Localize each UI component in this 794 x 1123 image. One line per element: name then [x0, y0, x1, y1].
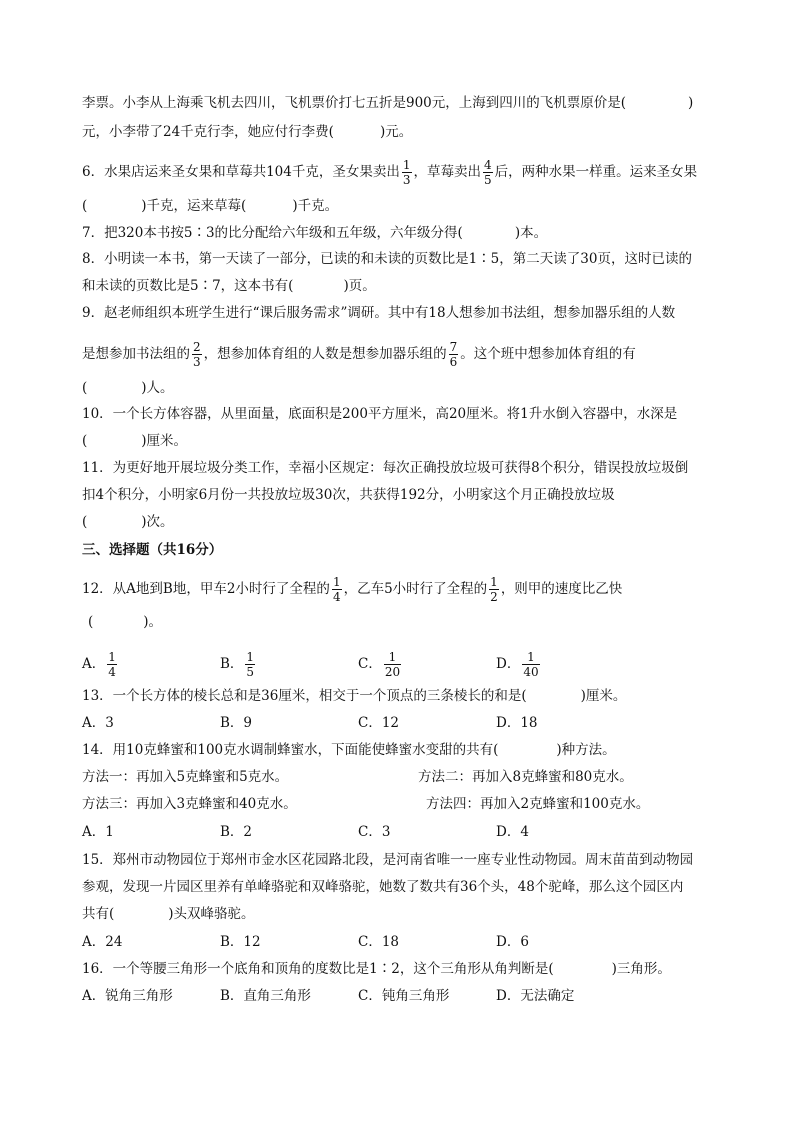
q12-opt-c-numerator: 1 — [384, 650, 401, 665]
q9-f2-numerator: 7 — [449, 340, 458, 354]
q14-option-b[interactable]: B．2 — [220, 824, 253, 840]
q7-line — [82, 223, 547, 243]
q12-option-a[interactable] — [82, 650, 119, 679]
q11-text-1: 11．为更好地开展垃圾分类工作，幸福小区规定：每次正确投放垃圾可获得8个积分，错误投放垃圾倒 — [82, 460, 689, 476]
q14-method-2: 方法二：再加入8克蜂蜜和80克水。 — [418, 769, 633, 785]
q12-opt-a-numerator: 1 — [108, 650, 116, 664]
q12-text-c: ，则甲的速度比乙快 — [500, 581, 623, 597]
q12-opt-d-denominator: 40 — [523, 665, 539, 679]
section-3-heading: 三、选择题（共16分） — [82, 542, 223, 558]
q12-fraction-1 — [332, 575, 342, 604]
q14-text-b: )种方法。 — [556, 742, 616, 758]
q8-text-2b: )页。 — [343, 278, 376, 294]
q15-text-3a: 共有( — [82, 906, 115, 922]
q12-f2-denominator: 2 — [490, 590, 498, 604]
q6-line-1 — [82, 158, 697, 187]
q11-line-1 — [82, 458, 688, 478]
q15-option-b[interactable]: B．12 — [220, 934, 261, 950]
q6-text-2c: )千克。 — [292, 198, 339, 214]
q14-option-a[interactable]: A．1 — [82, 824, 114, 840]
q5-text-1-end: ) — [688, 95, 694, 111]
q8-text-1: 8．小明读一本书，第一天读了一部分，已读的和未读的页数比是1∶5，第二天读了30页，这时已读的 — [82, 251, 692, 267]
q9-fraction-1 — [192, 340, 202, 369]
q6-text-c: 后，两种水果一样重。运来圣女果 — [494, 164, 698, 180]
q10-text-1: 10．一个长方体容器，从里面量，底面积是200平方厘米，高20厘米。将1升水倒入容器中，水深是 — [82, 406, 678, 422]
q13-text-b: )厘米。 — [580, 688, 627, 704]
q11-text-2: 扣4个积分，小明家6月份一共投放垃圾30次，共获得192分，小明家这个月正确投放垃圾 — [82, 487, 615, 503]
q9-fraction-2 — [449, 340, 459, 369]
q15-option-a[interactable]: A．24 — [82, 934, 123, 950]
q12-opt-c-denominator: 20 — [384, 665, 401, 679]
q7-text-b: )本。 — [514, 225, 548, 241]
q12-option-d-fraction — [522, 650, 539, 679]
q9-text-3a: ( — [82, 380, 88, 396]
q12-option-c-fraction — [384, 650, 401, 679]
q12-option-c[interactable] — [358, 650, 403, 679]
q12-line-2 — [88, 612, 162, 632]
q12-option-d-label: D． — [496, 656, 521, 672]
q13-text-a: 13．一个长方体的棱长总和是36厘米，相交于一个顶点的三条棱长的和是( — [82, 688, 527, 704]
q12-option-a-fraction — [107, 650, 117, 679]
q12-opt-b-denominator: 5 — [246, 665, 255, 679]
q15-text-1: 15．郑州市动物园位于郑州市金水区花园路北段，是河南省唯一一座专业性动物园。周末苗苗到动物园 — [82, 852, 694, 868]
q16-text-b: )三角形。 — [611, 961, 671, 977]
q6-f2-denominator: 5 — [484, 173, 492, 187]
q5-text-2-end: )元。 — [379, 124, 413, 140]
q12-option-a-label: A． — [82, 656, 106, 672]
q15-text-3b: )头双峰骆驼。 — [168, 906, 255, 922]
q9-f1-denominator: 3 — [193, 355, 201, 369]
q11-text-3a: ( — [82, 514, 88, 530]
q14-method-1: 方法一：再加入5克蜂蜜和5克水。 — [82, 769, 289, 785]
q15-line-3 — [82, 904, 255, 924]
q11-line-2 — [82, 485, 615, 505]
q15-line-1 — [82, 850, 693, 870]
q12-line-1 — [82, 575, 622, 604]
q16-option-b[interactable]: B．直角三角形 — [220, 988, 311, 1004]
q6-line-2 — [82, 196, 338, 216]
q5-text-2: 元，小李带了24千克行李，她应付行李费( — [82, 124, 334, 140]
q10-text-2a: ( — [82, 433, 88, 449]
q12-f1-numerator: 1 — [332, 575, 341, 589]
q8-line-1 — [82, 249, 692, 269]
q13-option-b[interactable]: B．9 — [220, 715, 253, 731]
q14-method-4: 方法四：再加入2克蜂蜜和100克水。 — [426, 796, 650, 812]
q12-option-c-label: C． — [358, 656, 382, 672]
q16-line — [82, 959, 671, 979]
q5-line-2 — [82, 122, 412, 142]
q14-text-a: 14．用10克蜂蜜和100克水调制蜂蜜水，下面能使蜂蜜水变甜的共有( — [82, 742, 499, 758]
q13-option-c[interactable]: C．12 — [358, 715, 400, 731]
q12-opt-d-numerator: 1 — [522, 650, 539, 665]
q5-text-1: 李票。小李从上海乘飞机去四川，飞机票价打七五折是900元，上海到四川的飞机票原价是( — [82, 95, 627, 111]
q11-text-3b: )次。 — [141, 514, 174, 530]
q11-line-3 — [82, 512, 174, 532]
q12-f2-numerator: 1 — [490, 575, 498, 589]
q9-text-1: 9．赵老师组织本班学生进行“课后服务需求”调研。其中有18人想参加书法组，想参加器乐组的人数 — [82, 305, 676, 321]
q14-option-c[interactable]: C．3 — [358, 824, 391, 840]
q12-fraction-2 — [489, 575, 499, 604]
q6-text-a: 6．水果店运来圣女果和草莓共104千克，圣女果卖出 — [82, 164, 400, 180]
q9-line-1 — [82, 303, 675, 323]
q14-line — [82, 740, 616, 760]
q9-text-2b: ，想参加体育组的人数是想参加器乐组的 — [203, 346, 447, 362]
q12-option-b-label: B． — [220, 656, 244, 672]
q16-option-c[interactable]: C．钝角三角形 — [358, 988, 450, 1004]
q15-text-2: 参观，发现一片园区里养有单峰骆驼和双峰骆驼，她数了数共有36个头，48个驼峰，那么这个园区内 — [82, 879, 684, 895]
q6-f2-numerator: 4 — [484, 158, 492, 172]
q6-f1-numerator: 1 — [402, 158, 411, 172]
q9-text-2a: 是想参加书法组的 — [82, 346, 190, 362]
q6-f1-denominator: 3 — [402, 173, 411, 187]
q12-f1-denominator: 4 — [332, 590, 341, 604]
q10-line-1 — [82, 404, 677, 424]
q6-text-2a: ( — [82, 198, 88, 214]
q6-fraction-2 — [483, 158, 493, 187]
q16-option-a[interactable]: A．锐角三角形 — [82, 988, 173, 1004]
q9-line-2 — [82, 340, 636, 369]
q15-line-2 — [82, 877, 683, 897]
q8-text-2a: 和未读的页数比是5∶7，这本书有( — [82, 278, 294, 294]
q9-text-2c: 。这个班中想参加体育组的有 — [460, 346, 636, 362]
q7-text-a: 7．把320本书按5∶3的比分配给六年级和五年级，六年级分得( — [82, 225, 463, 241]
q12-option-b-fraction — [245, 650, 255, 679]
q6-text-2b: )千克，运来草莓( — [141, 198, 247, 214]
q14-option-d[interactable]: D．4 — [496, 824, 529, 840]
q14-method-3: 方法三：再加入3克蜂蜜和40克水。 — [82, 796, 297, 812]
q12-opt-b-numerator: 1 — [246, 650, 255, 664]
q6-text-b: ，草莓卖出 — [413, 164, 481, 180]
q13-line — [82, 686, 626, 706]
q12-option-d[interactable] — [496, 650, 542, 679]
q9-line-3 — [82, 378, 174, 398]
q15-option-d[interactable]: D．6 — [496, 934, 529, 950]
q13-option-a[interactable]: A．3 — [82, 715, 114, 731]
q8-line-2 — [82, 276, 376, 296]
q10-text-2b: )厘米。 — [141, 433, 188, 449]
q12-text-a: 12．从A地到B地，甲车2小时行了全程的 — [82, 581, 330, 597]
q16-text-a: 16．一个等腰三角形一个底角和顶角的度数比是1∶2，这个三角形从角判断是( — [82, 961, 554, 977]
q6-fraction-1 — [402, 158, 412, 187]
q10-line-2 — [82, 431, 187, 451]
q5-line-1 — [82, 93, 693, 113]
q12-opt-a-denominator: 4 — [108, 665, 116, 679]
q16-option-d[interactable]: D．无法确定 — [496, 988, 575, 1004]
q12-text-2a: ( — [88, 614, 94, 630]
q9-f2-denominator: 6 — [449, 355, 458, 369]
q12-option-b[interactable] — [220, 650, 257, 679]
q12-text-2b: )。 — [143, 614, 163, 630]
q13-option-d[interactable]: D．18 — [496, 715, 538, 731]
q12-text-b: ，乙车5小时行了全程的 — [343, 581, 488, 597]
q9-text-3b: )人。 — [141, 380, 174, 396]
q9-f1-numerator: 2 — [193, 340, 201, 354]
q15-option-c[interactable]: C．18 — [358, 934, 400, 950]
